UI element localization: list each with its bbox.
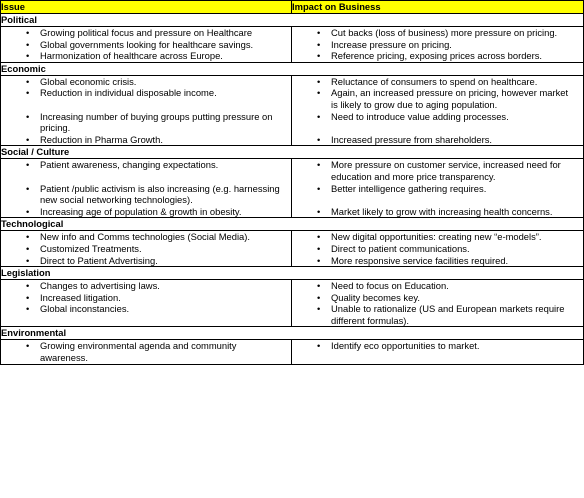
- impact-column-header: Impact on Business: [292, 1, 584, 14]
- impact-bullet-item: • More responsive service facilities required.: [292, 255, 583, 267]
- section-header-row-environmental: [1, 327, 584, 340]
- issue-bullet-item: • New info and Comms technologies (Social Media).: [1, 231, 291, 243]
- impact-bullet-item: • Better intelligence gathering requires.: [292, 183, 583, 195]
- impact-list: [292, 76, 583, 146]
- section-title-technological: Technological: [1, 218, 584, 231]
- impact-list: [292, 231, 583, 266]
- impact-bullet-item: • Quality becomes key.: [292, 292, 583, 304]
- impact-bullet-item: • Cut backs (loss of business) more pressure on pricing.: [292, 27, 583, 39]
- issue-bullet-item: • Global governments looking for healthcare savings.: [1, 39, 291, 51]
- section-content-row-political: [1, 27, 584, 63]
- section-header-row-technological: [1, 218, 584, 231]
- impact-bullet-item: • Unable to rationalize (US and European markets require different formulas).: [292, 303, 583, 326]
- issue-bullet-item: • Growing environmental agenda and community awareness.: [1, 340, 291, 363]
- impact-cell-technological: [292, 231, 584, 267]
- issue-list: [1, 76, 291, 146]
- impact-bullet-item: • Identify eco opportunities to market.: [292, 340, 583, 352]
- impact-list: [292, 27, 583, 62]
- section-title-political: Political: [1, 14, 584, 27]
- issue-cell-technological: [1, 231, 292, 267]
- impact-bullet-item: • Increase pressure on pricing.: [292, 39, 583, 51]
- impact-bullet-item: • New digital opportunities: creating new “e-models”.: [292, 231, 583, 243]
- impact-bullet-item: • Need to focus on Education.: [292, 280, 583, 292]
- impact-bullet-item: • Need to introduce value adding processes.: [292, 111, 583, 123]
- issue-list: [1, 159, 291, 217]
- impact-bullet-item: • Again, an increased pressure on pricing, however market is likely to grow due to aging population.: [292, 87, 583, 110]
- section-header-row-economic: [1, 62, 584, 75]
- impact-bullet-item: • Direct to patient communications.: [292, 243, 583, 255]
- impact-cell-political: [292, 27, 584, 63]
- impact-list: [292, 340, 583, 352]
- impact-bullet-item: • Increased pressure from shareholders.: [292, 134, 583, 146]
- issue-bullet-item: • Reduction in Pharma Growth.: [1, 134, 291, 146]
- issue-bullet-item: • Harmonization of healthcare across Europe.: [1, 50, 291, 62]
- table-body: [1, 14, 584, 365]
- section-header-row-social-culture: [1, 146, 584, 159]
- issue-bullet-item: • Increased litigation.: [1, 292, 291, 304]
- issue-bullet-item: • Changes to advertising laws.: [1, 280, 291, 292]
- issue-cell-social-culture: [1, 159, 292, 218]
- impact-list: [292, 280, 583, 326]
- issue-list: [1, 27, 291, 62]
- issue-bullet-item: • Increasing age of population & growth in obesity.: [1, 206, 291, 218]
- section-header-row-legislation: [1, 267, 584, 280]
- section-title-legislation: Legislation: [1, 267, 584, 280]
- impact-cell-social-culture: [292, 159, 584, 218]
- impact-cell-environmental: [292, 340, 584, 364]
- section-content-row-technological: [1, 231, 584, 267]
- issue-list: [1, 340, 291, 363]
- issue-bullet-item: • Patient awareness, changing expectations.: [1, 159, 291, 171]
- issue-cell-political: [1, 27, 292, 63]
- issue-bullet-item: • Global economic crisis.: [1, 76, 291, 88]
- impact-cell-economic: [292, 75, 584, 146]
- issue-bullet-item: • Growing political focus and pressure on Healthcare: [1, 27, 291, 39]
- issue-list: [1, 280, 291, 315]
- issue-bullet-item: • Global inconstancies.: [1, 303, 291, 315]
- issue-bullet-item: • Patient /public activism is also increasing (e.g. harnessing new social networking technologies).: [1, 183, 291, 206]
- issue-bullet-item: • Customized Treatments.: [1, 243, 291, 255]
- issue-column-header: Issue: [1, 1, 292, 14]
- issue-bullet-item: • Direct to Patient Advertising.: [1, 255, 291, 267]
- issue-cell-economic: [1, 75, 292, 146]
- section-title-social-culture: Social / Culture: [1, 146, 584, 159]
- impact-bullet-item: • Reference pricing, exposing prices across borders.: [292, 50, 583, 62]
- issue-cell-environmental: [1, 340, 292, 364]
- section-title-economic: Economic: [1, 62, 584, 75]
- impact-bullet-item: • Reluctance of consumers to spend on healthcare.: [292, 76, 583, 88]
- issue-list: [1, 231, 291, 266]
- section-content-row-social-culture: [1, 159, 584, 218]
- impact-cell-legislation: [292, 280, 584, 327]
- section-content-row-environmental: [1, 340, 584, 364]
- section-content-row-economic: [1, 75, 584, 146]
- impact-bullet-item: • More pressure on customer service, increased need for education and more price transparency.: [292, 159, 583, 182]
- issue-cell-legislation: [1, 280, 292, 327]
- section-content-row-legislation: [1, 280, 584, 327]
- section-title-environmental: Environmental: [1, 327, 584, 340]
- issue-bullet-item: • Increasing number of buying groups putting pressure on pricing.: [1, 111, 291, 134]
- impact-list: [292, 159, 583, 217]
- impact-bullet-item: • Market likely to grow with increasing health concerns.: [292, 206, 583, 218]
- issue-bullet-item: • Reduction in individual disposable income.: [1, 87, 291, 99]
- header-row: [1, 1, 584, 14]
- section-header-row-political: [1, 14, 584, 27]
